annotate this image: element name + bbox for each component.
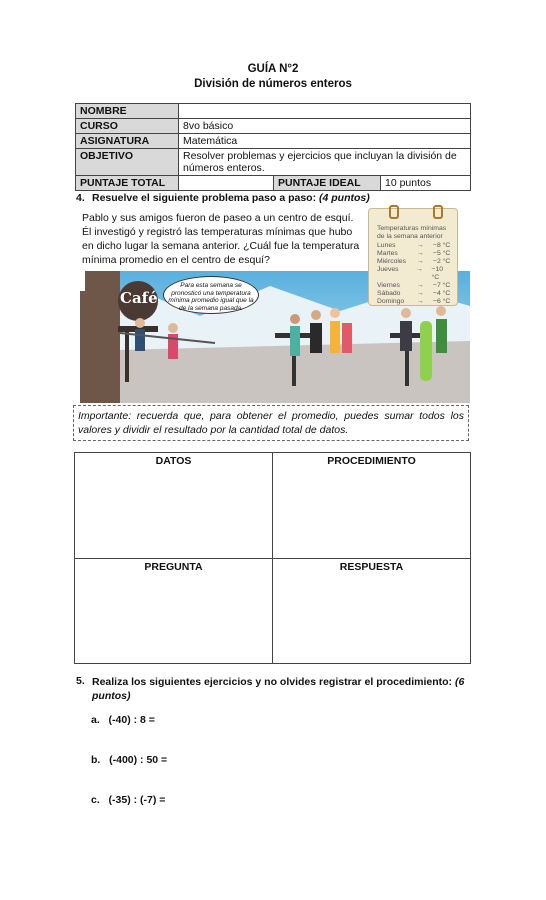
- objetivo-value: Resolver problemas y ejercicios que incluyan la división de números enteros.: [179, 149, 471, 176]
- work-table: [74, 452, 471, 664]
- important-note: Importante: recuerda que, para obtener el promedio, puedes sumar todos los valores y dividir el resultado por la cantidad total de datos.: [73, 405, 469, 441]
- day-label: Jueves: [377, 266, 399, 273]
- question-4-heading: [92, 192, 370, 204]
- datos-header: DATOS: [155, 455, 192, 467]
- day-label: Martes: [377, 250, 398, 257]
- pregunta-cell[interactable]: [75, 558, 273, 664]
- puntaje-ideal-label: PUNTAJE IDEAL: [274, 176, 381, 191]
- question-5-text: Realiza los siguientes ejercicios y no olvides registrar el procedimiento:: [92, 676, 453, 688]
- temperature-row: [377, 298, 452, 306]
- procedimiento-header: PROCEDIMIENTO: [327, 455, 416, 467]
- speech-bubble: Para esta semana se pronosticó una temperatura mínima promedio igual que la de la semana pasada.: [163, 276, 259, 314]
- question-5-number: 5.: [76, 675, 85, 687]
- temperature-value: −2 °C: [433, 258, 451, 265]
- day-label: Lunes: [377, 242, 396, 249]
- temperature-row: [377, 250, 452, 258]
- exercise-a: [91, 714, 155, 726]
- respuesta-header: RESPUESTA: [339, 560, 404, 573]
- page-title: GUÍA N°2: [247, 63, 299, 75]
- day-label: Sábado: [377, 290, 401, 297]
- temperature-row: [377, 290, 452, 298]
- asignatura-label: ASIGNATURA: [76, 134, 179, 149]
- temperature-card-title: Temperaturas mínimas de la semana anterior: [377, 225, 447, 240]
- exercise-c: [91, 794, 165, 806]
- day-label: Miércoles: [377, 258, 407, 265]
- page-subtitle: División de números enteros: [194, 78, 352, 90]
- day-label: Viernes: [377, 282, 400, 289]
- objetivo-label: OBJETIVO: [76, 149, 179, 176]
- exercise-letter: a.: [91, 714, 100, 726]
- arrow-icon: →: [417, 290, 424, 297]
- student-info-table: [75, 103, 471, 191]
- temperature-value: −6 °C: [433, 298, 451, 305]
- day-label: Domingo: [377, 298, 405, 305]
- question-5-points: (6 puntos): [92, 676, 465, 702]
- exercise-b: [91, 754, 167, 766]
- temperature-value: −5 °C: [433, 250, 451, 257]
- temperature-row: [377, 242, 452, 250]
- arrow-icon: →: [417, 242, 424, 249]
- temperature-value: −8 °C: [433, 242, 451, 249]
- nombre-label: NOMBRE: [76, 104, 179, 119]
- asignatura-value: Matemática: [179, 134, 471, 149]
- respuesta-cell[interactable]: [273, 558, 471, 664]
- datos-cell[interactable]: [75, 453, 273, 559]
- exercise-letter: c.: [91, 794, 100, 806]
- pin-icon: [389, 205, 399, 219]
- curso-value: 8vo básico: [179, 119, 471, 134]
- cafe-sign: Café: [120, 289, 158, 307]
- arrow-icon: →: [417, 298, 424, 305]
- temperature-value: −10 °C: [431, 266, 444, 281]
- arrow-icon: →: [417, 282, 424, 289]
- exercise-expression: (-400) : 50 =: [109, 754, 168, 766]
- temperature-row: [377, 258, 452, 266]
- curso-label: CURSO: [76, 119, 179, 134]
- pin-icon: [433, 205, 443, 219]
- exercise-expression: (-40) : 8 =: [108, 714, 155, 726]
- question-4-text: Resuelve el siguiente problema paso a paso:: [92, 192, 317, 204]
- temperature-list: [377, 242, 452, 306]
- nombre-field[interactable]: [179, 104, 471, 119]
- temperature-card: [368, 208, 458, 306]
- arrow-icon: →: [417, 250, 424, 257]
- pregunta-header: PREGUNTA: [144, 560, 203, 573]
- temperature-value: −7 °C: [433, 282, 451, 289]
- question-5-heading: [92, 675, 477, 703]
- temperature-value: −4 °C: [433, 290, 451, 297]
- procedimiento-cell[interactable]: [273, 453, 471, 559]
- puntaje-ideal-value: 10 puntos: [381, 176, 471, 191]
- exercise-expression: (-35) : (-7) =: [108, 794, 166, 806]
- problem-statement: Pablo y sus amigos fueron de paseo a un centro de esquí. Él investigó y registró las temperaturas mínimas que hubo en dicho lugar la semana anterior. ¿Cuál fue la temperatura mínima promedio en el centro de esquí?: [82, 212, 360, 266]
- exercise-letter: b.: [91, 754, 101, 766]
- temperature-row: [377, 266, 452, 282]
- temperature-row: [377, 282, 452, 290]
- puntaje-total-label: PUNTAJE TOTAL: [76, 176, 179, 191]
- arrow-icon: →: [417, 258, 424, 265]
- question-4-number: 4.: [76, 192, 85, 204]
- puntaje-total-field[interactable]: [179, 176, 274, 191]
- question-4-points: (4 puntos): [319, 192, 370, 204]
- arrow-icon: →: [415, 266, 423, 273]
